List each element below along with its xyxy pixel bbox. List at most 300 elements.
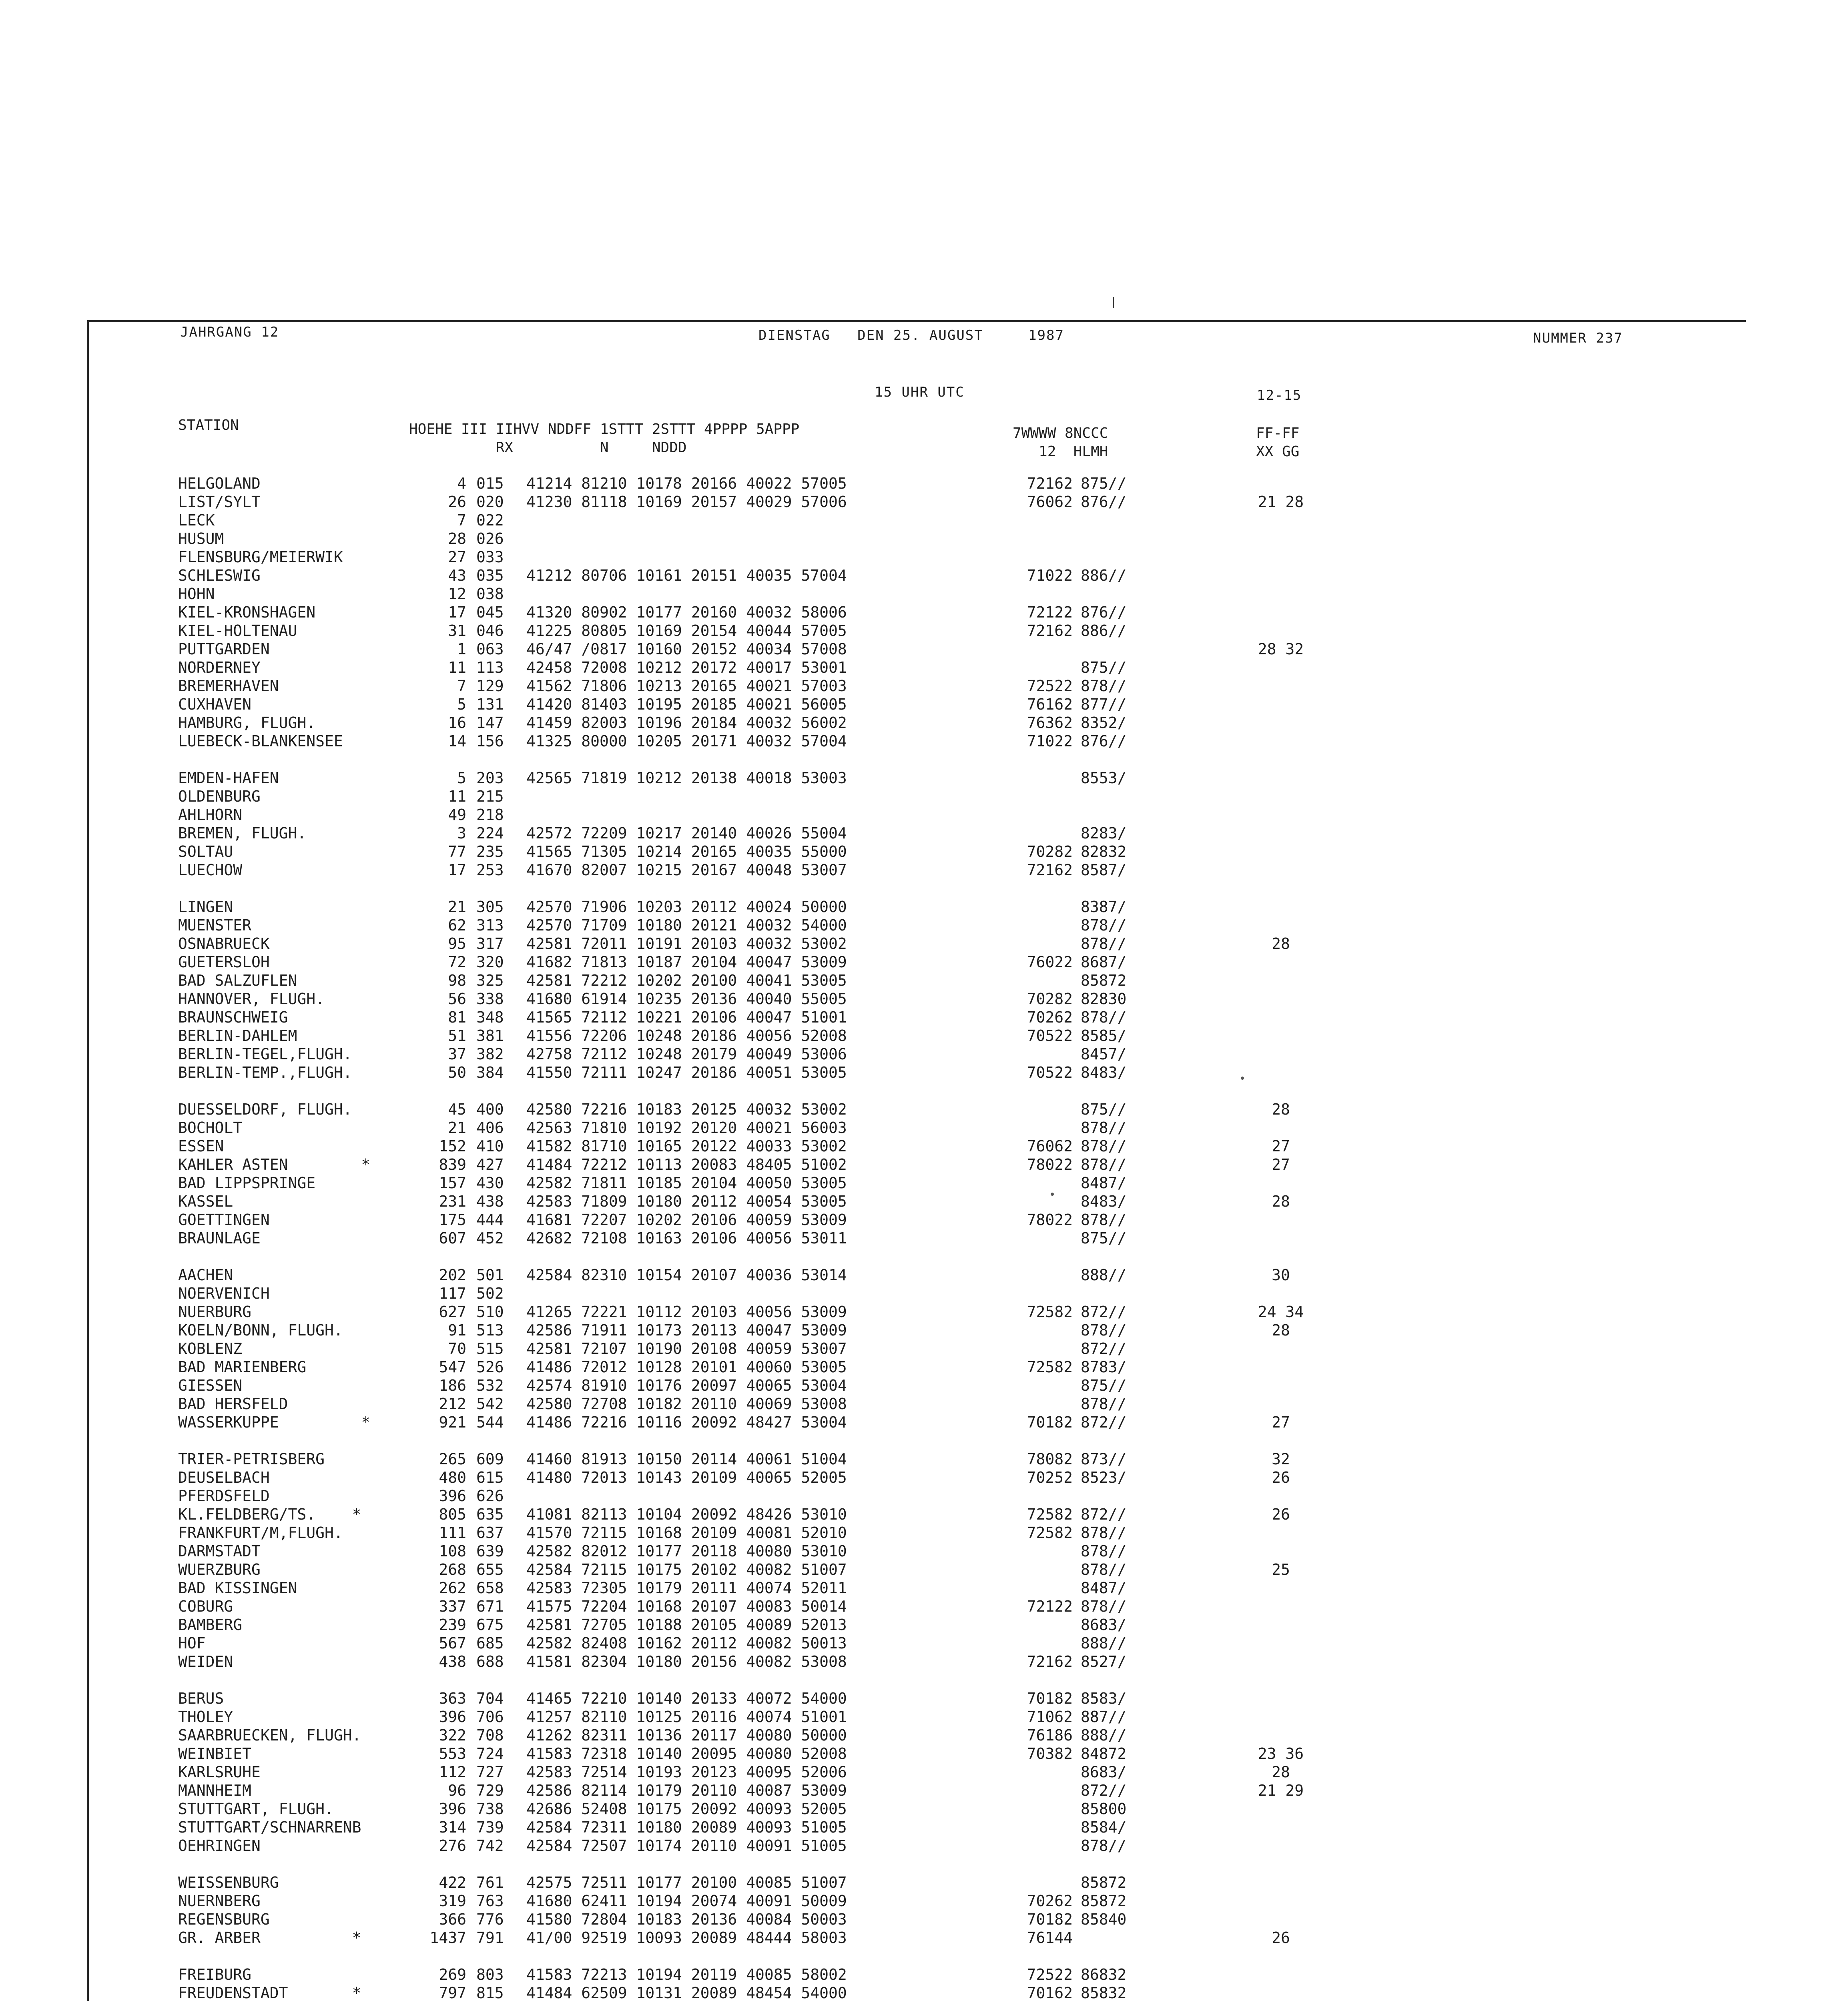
station-row [0,1100,1848,1119]
station-name: LIST/SYLT [178,493,261,511]
gust-values: 26 [1272,1469,1290,1486]
gust-values: 27 [1272,1137,1290,1155]
station-height: 56 [448,990,466,1008]
column-weather-sub: 12 HLMH [1013,443,1108,460]
observation-groups: 42575 72511 10177 20100 40085 51007 [526,1874,847,1891]
cloud-group: 878// [1081,1524,1127,1542]
station-index: 410 [476,1137,504,1155]
station-name: REGENSBURG [178,1911,270,1928]
observation-groups: 41575 72204 10168 20107 40083 50014 [526,1598,847,1615]
station-name: FREUDENSTADT * [178,1984,361,2001]
observation-groups: 42580 72216 10183 20125 40032 53002 [526,1101,847,1118]
weather-group: 71022 [1027,567,1073,584]
weather-group: 70522 [1027,1027,1073,1045]
observation-groups: 41459 82003 10196 20184 40032 56002 [526,714,847,732]
station-row [0,1763,1848,1781]
station-name: NUERNBERG [178,1892,261,1910]
weather-group: 70262 [1027,1892,1073,1910]
station-row [0,1211,1848,1229]
gust-values: 27 [1272,1414,1290,1431]
cloud-group: 888// [1081,1634,1127,1652]
station-index: 026 [476,530,504,547]
station-height: 212 [439,1395,466,1413]
group-separator [0,1855,1848,1873]
station-row [0,1505,1848,1524]
station-index: 635 [476,1506,504,1523]
station-index: 313 [476,916,504,934]
cloud-group: 8683/ [1081,1763,1127,1781]
station-height: 111 [439,1524,466,1542]
station-name: BERLIN-TEMP.,FLUGH. [178,1064,352,1081]
station-index: 815 [476,1984,504,2001]
weather-group: 72162 [1027,861,1073,879]
station-index: 776 [476,1911,504,1928]
gust-values: 28 [1272,1763,1290,1781]
station-height: 1437 [429,1929,466,1947]
station-name: KASSEL [178,1193,233,1210]
cloud-group: 8483/ [1081,1193,1127,1210]
station-name: OEHRINGEN [178,1837,261,1855]
station-name: DARMSTADT [178,1542,261,1560]
cloud-group: 878// [1081,1119,1127,1137]
cloud-group: 886// [1081,567,1127,584]
station-height: 337 [439,1598,466,1615]
gust-values: 28 [1272,935,1290,952]
station-table [0,474,1848,2001]
station-name: KOELN/BONN, FLUGH. [178,1321,343,1339]
observation-groups: 41/00 92519 10093 20089 48444 58003 [526,1929,847,1947]
wind-period: 12-15 [1257,387,1302,403]
station-name: GR. ARBER * [178,1929,361,1947]
observation-time: 15 UHR UTC [875,384,965,400]
cloud-group: 878// [1081,1137,1127,1155]
station-height: 21 [448,1119,466,1137]
station-name: WEINBIET [178,1745,252,1762]
station-height: 5 [457,769,466,787]
observation-groups: 42583 71809 10180 20112 40054 53005 [526,1193,847,1210]
station-height: 547 [439,1358,466,1376]
cloud-group: 876// [1081,732,1127,750]
station-name: BRAUNLAGE [178,1229,261,1247]
station-height: 11 [448,788,466,805]
station-name: WASSERKUPPE * [178,1414,371,1431]
observation-groups: 41486 72012 10128 20101 40060 53005 [526,1358,847,1376]
station-row [0,1634,1848,1652]
cloud-group: 86832 [1081,1966,1127,1983]
gust-values: 23 36 [1258,1745,1304,1762]
observation-groups: 42586 82114 10179 20110 40087 53009 [526,1782,847,1799]
group-separator [0,750,1848,769]
station-height: 26 [448,493,466,511]
station-row [0,1137,1848,1155]
station-height: 396 [439,1800,466,1818]
station-row [0,548,1848,566]
station-name: HELGOLAND [178,475,261,492]
observation-groups: 41562 71806 10213 20165 40021 57003 [526,677,847,695]
cloud-group: 872// [1081,1506,1127,1523]
station-row [0,1468,1848,1487]
station-height: 37 [448,1045,466,1063]
station-index: 626 [476,1487,504,1505]
station-index: 704 [476,1690,504,1707]
station-index: 338 [476,990,504,1008]
station-row [0,474,1848,493]
gust-values: 28 [1272,1321,1290,1339]
observation-groups: 42570 71906 10203 20112 40024 50000 [526,898,847,916]
station-name: SOLTAU [178,843,233,860]
station-row [0,1910,1848,1929]
station-row [0,640,1848,658]
station-row [0,1413,1848,1432]
observation-groups: 42582 82012 10177 20118 40080 53010 [526,1542,847,1560]
observation-groups: 42581 72212 10202 20100 40041 53005 [526,972,847,989]
station-height: 50 [448,1064,466,1081]
observation-groups: 42584 72507 10174 20110 40091 51005 [526,1837,847,1855]
weather-group: 78022 [1027,1211,1073,1229]
cloud-group: 878// [1081,1542,1127,1560]
observation-groups: 41681 72207 10202 20106 40059 53009 [526,1211,847,1229]
station-row [0,1560,1848,1579]
station-row [0,953,1848,971]
station-row [0,603,1848,622]
station-index: 038 [476,585,504,603]
station-height: 98 [448,972,466,989]
station-index: 384 [476,1064,504,1081]
station-index: 688 [476,1653,504,1670]
station-index: 046 [476,622,504,640]
station-index: 675 [476,1616,504,1634]
station-name: TRIER-PETRISBERG [178,1450,325,1468]
cloud-group: 886// [1081,622,1127,640]
cloud-group: 876// [1081,493,1127,511]
weather-group: 71022 [1027,732,1073,750]
weather-group: 76362 [1027,714,1073,732]
weather-group: 70262 [1027,1009,1073,1026]
station-height: 45 [448,1101,466,1118]
station-index: 671 [476,1598,504,1615]
gust-values: 25 [1272,1561,1290,1578]
observation-groups: 42574 81910 10176 20097 40065 53004 [526,1377,847,1394]
station-index: 510 [476,1303,504,1321]
cloud-group: 8487/ [1081,1579,1127,1597]
observation-groups: 42580 72708 10182 20110 40069 53008 [526,1395,847,1413]
station-name: THOLEY [178,1708,233,1726]
cloud-group: 878// [1081,1156,1127,1173]
weather-group: 72582 [1027,1303,1073,1321]
station-index: 382 [476,1045,504,1063]
observation-groups: 41486 72216 10116 20092 48427 53004 [526,1414,847,1431]
observation-groups: 42581 72705 10188 20105 40089 52013 [526,1616,847,1634]
station-height: 14 [448,732,466,750]
station-row [0,493,1848,511]
station-index: 022 [476,511,504,529]
station-row [0,1689,1848,1708]
station-row [0,898,1848,916]
station-row [0,1744,1848,1763]
observation-groups: 42583 72514 10193 20123 40095 52006 [526,1763,847,1781]
station-row [0,1984,1848,2001]
weather-group: 76062 [1027,493,1073,511]
group-separator [0,1247,1848,1266]
station-index: 655 [476,1561,504,1578]
station-index: 791 [476,1929,504,1947]
observation-groups: 41230 81118 10169 20157 40029 57006 [526,493,847,511]
station-index: 501 [476,1266,504,1284]
station-height: 7 [457,511,466,529]
station-height: 117 [439,1285,466,1302]
cloud-group: 878// [1081,1321,1127,1339]
station-name: BERLIN-DAHLEM [178,1027,297,1045]
station-height: 72 [448,953,466,971]
station-row [0,1726,1848,1744]
station-row [0,1800,1848,1818]
station-index: 218 [476,806,504,824]
station-name: HANNOVER, FLUGH. [178,990,325,1008]
cloud-group: 878// [1081,1561,1127,1578]
station-height: 202 [439,1266,466,1284]
station-row [0,622,1848,640]
station-row [0,1929,1848,1947]
station-height: 70 [448,1340,466,1357]
station-row [0,1837,1848,1855]
cloud-group: 872// [1081,1414,1127,1431]
station-row [0,861,1848,879]
cloud-group: 82832 [1081,843,1127,860]
weather-group: 70182 [1027,1911,1073,1928]
station-index: 727 [476,1763,504,1781]
station-index: 035 [476,567,504,584]
station-name: KOBLENZ [178,1340,243,1357]
station-height: 265 [439,1450,466,1468]
cloud-group: 875// [1081,475,1127,492]
observation-groups: 42570 71709 10180 20121 40032 54000 [526,916,847,934]
cloud-group: 875// [1081,659,1127,676]
station-height: 438 [439,1653,466,1670]
station-row [0,806,1848,824]
cloud-group: 875// [1081,1229,1127,1247]
station-name: NORDERNEY [178,659,261,676]
station-height: 396 [439,1487,466,1505]
station-index: 526 [476,1358,504,1376]
observation-groups: 46/47 /0817 10160 20152 40034 57008 [526,640,847,658]
observation-groups: 41581 82304 10180 20156 40082 53008 [526,1653,847,1670]
column-codes-sub: RX N NDDD [409,439,687,456]
station-name: MUENSTER [178,916,252,934]
station-height: 480 [439,1469,466,1486]
station-height: 839 [439,1156,466,1173]
group-separator [0,1671,1848,1689]
weather-group: 70522 [1027,1064,1073,1081]
group-separator [0,1947,1848,1965]
station-name: BREMERHAVEN [178,677,279,695]
weather-group: 72162 [1027,475,1073,492]
station-row [0,585,1848,603]
scan-speck [1241,1077,1244,1080]
cloud-group: 877// [1081,696,1127,713]
observation-groups: 41460 81913 10150 20114 40061 51004 [526,1450,847,1468]
weather-group: 78022 [1027,1156,1073,1173]
station-height: 5 [457,696,466,713]
cloud-group: 8527/ [1081,1653,1127,1670]
observation-groups: 41570 72115 10168 20109 40081 52010 [526,1524,847,1542]
station-height: 175 [439,1211,466,1229]
station-row [0,566,1848,585]
gust-values: 26 [1272,1506,1290,1523]
weather-group: 70182 [1027,1414,1073,1431]
observation-groups: 42565 71819 10212 20138 40018 53003 [526,769,847,787]
station-height: 319 [439,1892,466,1910]
station-index: 761 [476,1874,504,1891]
station-name: HOHN [178,585,215,603]
cloud-group: 873// [1081,1450,1127,1468]
station-index: 235 [476,843,504,860]
weather-group: 70182 [1027,1690,1073,1707]
weather-group: 70252 [1027,1469,1073,1486]
station-index: 317 [476,935,504,952]
station-name: EMDEN-HAFEN [178,769,279,787]
observation-groups: 42682 72108 10163 20106 40056 53011 [526,1229,847,1247]
station-index: 708 [476,1726,504,1744]
station-row [0,1174,1848,1192]
station-index: 637 [476,1524,504,1542]
station-name: SAARBRUECKEN, FLUGH. [178,1726,361,1744]
station-height: 268 [439,1561,466,1578]
station-name: BAD MARIENBERG [178,1358,307,1376]
weather-group: 76162 [1027,696,1073,713]
station-index: 739 [476,1819,504,1836]
cloud-group: 84872 [1081,1745,1127,1762]
station-name: BAD KISSINGEN [178,1579,297,1597]
station-height: 96 [448,1782,466,1799]
scan-speck [1051,1193,1054,1196]
cloud-group: 8585/ [1081,1027,1127,1045]
station-name: STUTTGART/SCHNARRENB [178,1819,361,1836]
cloud-group: 82830 [1081,990,1127,1008]
station-row [0,1892,1848,1910]
station-row [0,1487,1848,1505]
station-index: 305 [476,898,504,916]
station-height: 28 [448,530,466,547]
observation-groups: 41465 72210 10140 20133 40072 54000 [526,1690,847,1707]
station-height: 921 [439,1414,466,1431]
observation-groups: 41670 82007 10215 20167 40048 53007 [526,861,847,879]
station-row [0,971,1848,990]
station-row [0,842,1848,861]
station-row [0,1229,1848,1247]
station-row [0,1450,1848,1468]
observation-groups: 41680 62411 10194 20074 40091 50009 [526,1892,847,1910]
station-row [0,1358,1848,1376]
cloud-group: 875// [1081,1377,1127,1394]
cloud-group: 8283/ [1081,824,1127,842]
station-index: 224 [476,824,504,842]
station-height: 49 [448,806,466,824]
station-name: PUTTGARDEN [178,640,270,658]
cloud-group: 878// [1081,1395,1127,1413]
observation-groups: 42584 82310 10154 20107 40036 53014 [526,1266,847,1284]
station-name: KIEL-KRONSHAGEN [178,604,316,621]
cloud-group: 8487/ [1081,1174,1127,1192]
station-row [0,695,1848,714]
weather-group: 72582 [1027,1358,1073,1376]
cloud-group: 8783/ [1081,1358,1127,1376]
station-height: 567 [439,1634,466,1652]
station-index: 129 [476,677,504,695]
station-height: 269 [439,1966,466,1983]
gust-values: 30 [1272,1266,1290,1284]
station-index: 438 [476,1193,504,1210]
station-name: WEIDEN [178,1653,233,1670]
station-name: FREIBURG [178,1966,252,1983]
station-name: KIEL-HOLTENAU [178,622,297,640]
weather-group: 76022 [1027,953,1073,971]
station-row [0,677,1848,695]
station-index: 544 [476,1414,504,1431]
station-index: 502 [476,1285,504,1302]
station-name: BOCHOLT [178,1119,243,1137]
station-index: 015 [476,475,504,492]
observation-groups: 42584 72311 10180 20089 40093 51005 [526,1819,847,1836]
cloud-group: 8583/ [1081,1690,1127,1707]
weather-group: 76186 [1027,1726,1073,1744]
station-index: 253 [476,861,504,879]
station-height: 112 [439,1763,466,1781]
station-height: 17 [448,604,466,621]
station-name: WUERZBURG [178,1561,261,1578]
cloud-group: 8584/ [1081,1819,1127,1836]
station-index: 738 [476,1800,504,1818]
group-separator [0,1082,1848,1100]
station-row [0,1873,1848,1892]
station-height: 21 [448,898,466,916]
station-row [0,1781,1848,1800]
station-row [0,990,1848,1008]
weather-group: 72162 [1027,1653,1073,1670]
weather-group: 72122 [1027,1598,1073,1615]
station-name: PFERDSFELD [178,1487,270,1505]
station-height: 363 [439,1690,466,1707]
station-row [0,824,1848,842]
observation-groups: 41320 80902 10177 20160 40032 58006 [526,604,847,621]
cloud-group: 8457/ [1081,1045,1127,1063]
station-index: 156 [476,732,504,750]
station-name: BRAUNSCHWEIG [178,1009,288,1026]
station-index: 763 [476,1892,504,1910]
station-index: 444 [476,1211,504,1229]
weather-group: 72582 [1027,1506,1073,1523]
station-index: 406 [476,1119,504,1137]
weather-group: 72122 [1027,604,1073,621]
cloud-group: 85800 [1081,1800,1127,1818]
station-index: 609 [476,1450,504,1468]
cloud-group: 8523/ [1081,1469,1127,1486]
observation-groups: 42586 71911 10173 20113 40047 53009 [526,1321,847,1339]
station-row [0,1965,1848,1984]
column-codes: HOEHE III IIHVV NDDFF 1STTT 2STTT 4PPPP 5APPP [409,421,800,437]
gust-values: 27 [1272,1156,1290,1173]
station-height: 7 [457,677,466,695]
observation-groups: 42584 72115 10175 20102 40082 51007 [526,1561,847,1578]
station-name: FLENSBURG/MEIERWIK [178,548,343,566]
station-name: BERLIN-TEGEL,FLUGH. [178,1045,352,1063]
station-index: 452 [476,1229,504,1247]
observation-groups: 42582 71811 10185 20104 40050 53005 [526,1174,847,1192]
gust-values: 32 [1272,1450,1290,1468]
station-index: 400 [476,1101,504,1118]
cloud-group: 8687/ [1081,953,1127,971]
station-row [0,1321,1848,1339]
observation-groups: 42686 52408 10175 20092 40093 52005 [526,1800,847,1818]
